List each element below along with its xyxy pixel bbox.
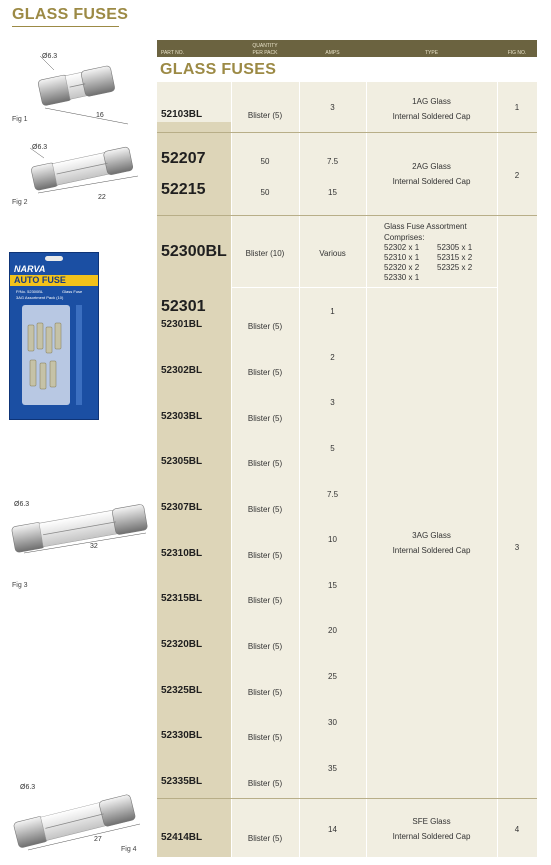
table-title: GLASS FUSES — [160, 61, 277, 78]
assortment-item: 52315 x 2 — [437, 253, 473, 262]
table-header — [157, 40, 537, 57]
part-52301BL: 52301BL — [161, 319, 203, 330]
header-qty-line1: QUANTITY — [252, 43, 278, 49]
amps-52320BL: 20 — [328, 626, 337, 635]
qty-52301BL: Blister (5) — [247, 322, 283, 331]
part-52303BL: 52303BL — [161, 411, 203, 422]
qty-52302BL: Blister (5) — [247, 368, 283, 377]
fig2-length: 22 — [98, 194, 106, 201]
header-amps: AMPS — [325, 50, 340, 56]
assortment-item: 52305 x 1 — [437, 243, 473, 252]
type2-52103BL: Internal Soldered Cap — [392, 112, 471, 121]
qty-52325BL: Blister (5) — [247, 688, 283, 697]
amps-52215: 15 — [328, 188, 337, 197]
part-52307BL: 52307BL — [161, 502, 203, 513]
amps-52310BL: 10 — [328, 535, 337, 544]
type2-3ag: Internal Soldered Cap — [392, 546, 471, 555]
package-desc: 3AG Assortment Pack (10) — [16, 295, 64, 300]
part-52302BL: 52302BL — [161, 365, 203, 376]
fig1-label: Fig 1 — [12, 116, 28, 123]
amps-52325BL: 25 — [328, 672, 337, 681]
fig3-label: Fig 3 — [12, 582, 28, 589]
part-52305BL: 52305BL — [161, 456, 203, 467]
vline-4 — [497, 82, 498, 857]
fig4-diameter: Ø6.3 — [20, 784, 36, 791]
fig2-label: Fig 2 — [12, 199, 28, 206]
package-blister — [22, 305, 70, 405]
assortment-title: Glass Fuse Assortment — [384, 222, 467, 231]
part-52414BL: 52414BL — [161, 832, 203, 843]
part-52325BL: 52325BL — [161, 685, 203, 696]
type1-52414BL: SFE Glass — [412, 817, 451, 826]
amps-52303BL: 3 — [330, 398, 335, 407]
qty-52305BL: Blister (5) — [247, 459, 283, 468]
narva-package-image — [9, 252, 99, 420]
qty-52215: 50 — [260, 188, 270, 197]
header-type: TYPE — [424, 50, 439, 56]
fig-52414BL: 4 — [514, 825, 520, 834]
type1-52207: 2AG Glass — [412, 162, 451, 171]
package-hang-tab — [45, 256, 63, 261]
fig4-label: Fig 4 — [121, 846, 137, 853]
header-qty-line2: PER PACK — [252, 50, 278, 56]
row-rule-2 — [157, 215, 537, 216]
type1-52103BL: 1AG Glass — [412, 97, 451, 106]
fig1-fuse-icon — [10, 48, 150, 128]
qty-52335BL: Blister (5) — [247, 779, 283, 788]
qty-52307BL: Blister (5) — [247, 505, 283, 514]
row-rule-3 — [231, 287, 497, 288]
package-pn: P/No. 52300BL — [16, 289, 44, 294]
amps-52302BL: 2 — [330, 353, 335, 362]
qty-52330BL: Blister (5) — [247, 733, 283, 742]
qty-52207: 50 — [260, 157, 270, 166]
amps-52300BL: Various — [319, 249, 346, 258]
fig1-length: 16 — [96, 112, 104, 119]
assortment-comprises: Comprises: — [384, 233, 425, 242]
package-type: Glass Fuse — [62, 289, 83, 294]
type2-52414BL: Internal Soldered Cap — [392, 832, 471, 841]
vline-3 — [366, 82, 367, 857]
part-52300BL: 52300BL — [161, 243, 227, 260]
part-52103BL: 52103BL — [161, 109, 203, 120]
part-52320BL: 52320BL — [161, 639, 203, 650]
package-product: AUTO FUSE — [10, 275, 98, 286]
fuse-table — [157, 40, 537, 860]
header-part-no: PART NO. — [161, 50, 185, 56]
qty-52303BL: Blister (5) — [247, 414, 283, 423]
page-title: GLASS FUSES — [12, 6, 129, 23]
fig1-diameter: Ø6.3 — [42, 53, 58, 60]
part-column-bg — [157, 122, 231, 857]
amps-52414BL: 14 — [328, 825, 337, 834]
part-52310BL: 52310BL — [161, 548, 203, 559]
package-brand: NARVA — [14, 264, 46, 274]
fig2-diameter: Ø6.3 — [32, 144, 48, 151]
type2-52207: Internal Soldered Cap — [392, 177, 471, 186]
fig2-fuse-icon — [10, 138, 150, 208]
row-rule-4 — [157, 798, 537, 799]
fig-3ag: 3 — [514, 543, 520, 552]
type1-3ag: 3AG Glass — [412, 531, 451, 540]
fig3-length: 32 — [90, 543, 98, 550]
assortment-item: 52320 x 2 — [384, 263, 420, 272]
row-rule-1 — [157, 132, 537, 133]
qty-52315BL: Blister (5) — [247, 596, 283, 605]
part-52315BL: 52315BL — [161, 593, 203, 604]
amps-52305BL: 5 — [330, 444, 335, 453]
header-fig-no: FIG NO. — [507, 50, 527, 56]
fig-52207: 2 — [514, 171, 520, 180]
fig3-fuse-drawing — [6, 495, 156, 565]
package-side-strip — [76, 305, 82, 405]
qty-52320BL: Blister (5) — [247, 642, 283, 651]
fig1-fuse-drawing — [10, 48, 150, 128]
part-52330BL: 52330BL — [161, 730, 203, 741]
amps-52330BL: 30 — [328, 718, 337, 727]
assortment-item: 52310 x 1 — [384, 253, 420, 262]
qty-52103BL: Blister (5) — [247, 111, 283, 120]
amps-52301BL: 1 — [330, 307, 335, 316]
assortment-item: 52325 x 2 — [437, 263, 473, 272]
part-group-52301: 52301 — [161, 298, 206, 315]
vline-2 — [299, 82, 300, 857]
amps-52207: 7.5 — [326, 157, 339, 166]
amps-52335BL: 35 — [328, 764, 337, 773]
fig-52103BL: 1 — [514, 103, 520, 112]
amps-52315BL: 15 — [328, 581, 337, 590]
amps-52307BL: 7.5 — [326, 490, 339, 499]
qty-52414BL: Blister (5) — [247, 834, 283, 843]
fig4-length: 27 — [94, 836, 102, 843]
fig3-diameter: Ø6.3 — [14, 501, 30, 508]
qty-52300BL: Blister (10) — [245, 249, 285, 258]
part-52215: 52215 — [161, 181, 206, 198]
part-52207: 52207 — [161, 150, 206, 167]
qty-52310BL: Blister (5) — [247, 551, 283, 560]
assortment-item: 52302 x 1 — [384, 243, 420, 252]
fig2-fuse-drawing — [10, 138, 150, 208]
package-fuses-icon — [22, 305, 70, 405]
part-52335BL: 52335BL — [161, 776, 203, 787]
title-underline — [12, 26, 119, 27]
amps-52103BL: 3 — [330, 103, 335, 112]
assortment-item: 52330 x 1 — [384, 273, 420, 282]
